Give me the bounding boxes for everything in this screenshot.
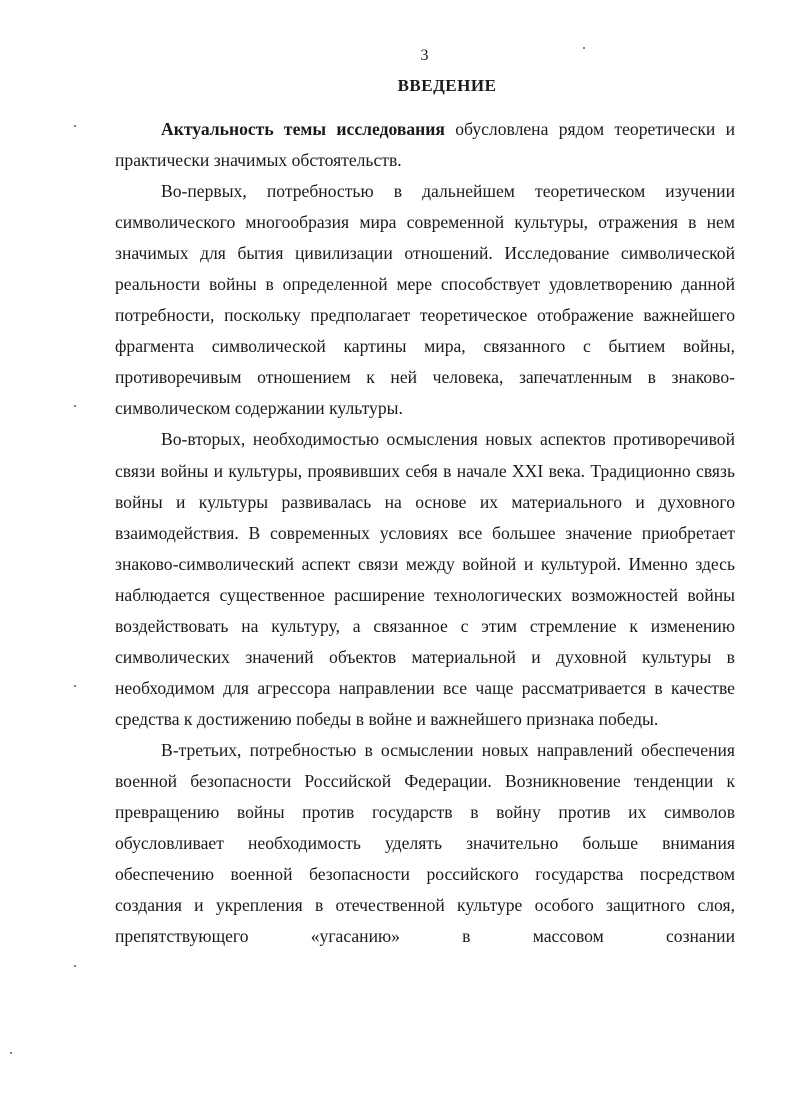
scan-speck [10, 1052, 12, 1054]
page-number: 3 [420, 47, 429, 64]
scan-speck [74, 965, 76, 967]
paragraph-first: Во-первых, потребностью в дальнейшем теоретическом изучении символического многообразия мира современной культуры, отражения в нем значимых для бытия цивилизации отношений. Исследование символической реальности войны в определенной мере способствует удовлетворению данной потребности, поскольку предполагает теоретическое отображение важнейшего фрагмента символической картины мира, связанного с бытием войны, противоречивым отношением к ней человека, запечатленным в знаково-символическом содержании культуры. [115, 181, 735, 419]
scan-speck [583, 47, 585, 49]
scan-speck [74, 685, 76, 687]
scan-speck [74, 125, 76, 127]
paragraph-relevance [115, 114, 735, 176]
paragraph-lead: Актуальность темы исследования [161, 119, 445, 139]
section-heading: ВВЕДЕНИЕ [397, 76, 497, 95]
scan-speck [74, 405, 76, 407]
paragraph-third: В-третьих, потребностью в осмыслении новых направлений обеспечения военной безопасности Российской Федерации. Возникновение тенденции к превращению войны против государств в войну против их символов обусловливает необходимость уделять значительно больше внимания обеспечению военной безопасности российского государства посредством создания и укрепления в отечественной культуре особого защитного слоя, препятствующего «угасанию» в массовом сознании [115, 739, 735, 947]
paragraph-second: Во-вторых, необходимостью осмысления новых аспектов противоречивой связи войны и культуры, проявивших себя в начале XXI века. Традиционно связь войны и культуры развивалась на основе их материального и духовного взаимодействия. В современных условиях все большее значение приобретает знаково-символический аспект связи между войной и культурой. Именно здесь наблюдается существенное расширение технологических возможностей войны воздействовать на культуру, а связанное с этим стремление к изменению символических значений объектов материальной и духовной культуры в необходимом для агрессора направлении все чаще рассматривается в качестве средства к достижению победы в войне и важнейшего признака победы. [115, 429, 735, 729]
body-text [115, 114, 735, 952]
paragraph-text: обусловлена рядом теоретически и практически значимых обстоятельств. [115, 119, 736, 171]
